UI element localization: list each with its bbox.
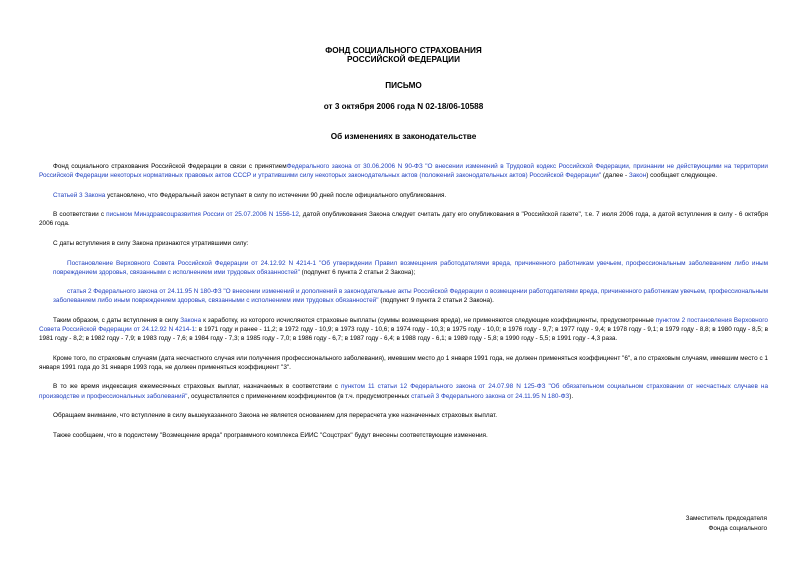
- link-law[interactable]: Закон: [628, 172, 647, 180]
- link-article-3[interactable]: Статьей 3 Закона: [53, 191, 106, 199]
- document-type: ПИСЬМО: [385, 81, 422, 90]
- link-resolution-item-2[interactable]: пунктом 2 постановления Верховного Совета Российской Федерации от 24.12.92 N 4214-1: [39, 316, 768, 334]
- link-law-2[interactable]: Закона: [180, 316, 202, 324]
- signature-block: [686, 514, 767, 533]
- link-law-180fz-article-3[interactable]: статьей 3 Федерального закона от 24.11.95 N 180-ФЗ: [411, 392, 570, 400]
- paragraph-1: Фонд социального страхования Российской Федерации в связи с принятиемФедерального закона от 30.06.2006 N 90-ФЗ "О внесении изменений в Трудовой кодекс Российской Федерации, признании не действующими на территории Российской Федерации некоторых нормативных правовых актов СССР и утратившими силу некоторых законодательных актов (положений законодательных актов) Российской Федерации" (далее - Закон) сообщает следующее.: [39, 163, 768, 180]
- paragraph-3: В соответствии с письмом Минздравсоцразвития России от 25.07.2006 N 1556-12, датой опубликования Закона следует считать дату его опубликования в "Российской газете", т.е. 7 июля 2006 года, а датой вступления в силу - 6 октября 2006 года.: [39, 211, 768, 228]
- document-body: [39, 162, 768, 450]
- signature-line-1: Заместитель председателя: [685, 515, 767, 522]
- document-subject: Об изменениях в законодательстве: [330, 132, 477, 141]
- issuer-line-2: РОССИЙСКОЙ ФЕДЕРАЦИИ: [347, 55, 460, 64]
- paragraph-2: Статьей 3 Закона установлено, что Федеральный закон вступает в силу по истечении 90 дней после официального опубликования.: [53, 191, 447, 199]
- paragraph-4: С даты вступления в силу Закона признаются утратившими силу:: [53, 239, 249, 247]
- link-federal-law-90fz[interactable]: Федерального закона от 30.06.2006 N 90-ФЗ "О внесении изменений в Трудовой кодекс Российской Федерации, признании не действующими на территории Российской Федерации некоторых нормативных правовых актов СССР и утратившими силу некоторых законодательных актов (положений законодательных актов) Российской Федерации": [39, 163, 768, 180]
- document-date-number: от 3 октября 2006 года N 02-18/06-10588: [323, 102, 484, 111]
- link-resolution-4214-1[interactable]: Постановление Верховного Совета Российской Федерации от 24.12.92 N 4214-1 "Об утверждении Правил возмещения работодателями вреда, причиненного работникам увечьем, профессиональным заболеванием либо иным повреждением здоровья, связанными с исполнением ими трудовых обязанностей": [53, 259, 768, 276]
- paragraph-10: Обращаем внимание, что вступление в силу вышеуказанного Закона не является основанием для перерасчета уже назначенных страховых выплат.: [53, 412, 498, 420]
- paragraph-9: В то же время индексация ежемесячных страховых выплат, назначаемых в соответствии с пунктом 11 статьи 12 Федерального закона от 24.07.98 N 125-ФЗ "Об обязательном социальном страховании от несчастных случаев на производстве и профессиональных заболеваний", осуществляется с применением коэффициентов (в т.ч. предусмотренных статьей 3 Федерального закона от 24.11.95 N 180-ФЗ).: [39, 383, 768, 400]
- paragraph-11: Также сообщаем, что в подсистему "Возмещение вреда" программного комплекса ЕИИС "Соцстрах" будут внесены соответствующие изменения.: [53, 431, 488, 439]
- link-law-180fz-article-2[interactable]: статья 2 Федерального закона от 24.11.95 N 180-ФЗ "О внесении изменений и дополнений в законодательные акты Российской Федерации о возмещении работодателями вреда, причиненного работникам увечьем, профессиональным заболеванием либо иным повреждением здоровья, связанными с исполнением ими трудовых обязанностей": [53, 288, 768, 305]
- link-ministry-letter[interactable]: письмом Минздравсоцразвития России от 25.07.2006 N 1556-12: [106, 211, 299, 219]
- link-law-125fz[interactable]: пунктом 11 статьи 12 Федерального закона от 24.07.98 N 125-ФЗ "Об обязательном социальном страховании от несчастных случаев на производстве и профессиональных заболеваний": [39, 383, 768, 400]
- paragraph-5: Постановление Верховного Совета Российской Федерации от 24.12.92 N 4214-1 "Об утверждении Правил возмещения работодателями вреда, причиненного работникам увечьем, профессиональным заболеванием либо иным повреждением здоровья, связанными с исполнением ими трудовых обязанностей" (подпункт 6 пункта 2 статьи 2 Закона);: [53, 259, 768, 276]
- signature-line-2: Фонда социального: [708, 524, 767, 532]
- paragraph-6: статья 2 Федерального закона от 24.11.95 N 180-ФЗ "О внесении изменений и дополнений в законодательные акты Российской Федерации о возмещении работодателями вреда, причиненного работникам увечьем, профессиональным заболеванием либо иным повреждением здоровья, связанными с исполнением ими трудовых обязанностей" (подпункт 9 пункта 2 статьи 2 Закона).: [53, 288, 768, 305]
- paragraph-8: Кроме того, по страховым случаям (дата несчастного случая или получения профессионального заболевания), имевшим место до 1 января 1991 года, не должен применяться коэффициент "6", а по страховым случаям, имевшим место с 1 января 1991 года до 31 января 1993 года, не должен применяться коэффициент "3".: [39, 354, 768, 371]
- paragraph-7: Таким образом, с даты вступления в силу Закона к заработку, из которого исчисляются страховые выплаты (суммы возмещения вреда), не применяются следующие коэффициенты, предусмотренные пунктом 2 постановления Верховного Совета Российской Федерации от 24.12.92 N 4214-1: в 1971 году и ранее - 11,2; в 1972 году - 10,9; в 1973 году - 10,6; в 1974 году - 10,3; в 1975 году - 10,0; в 1976 году - 9,7; в 1977 году - 9,4; в 1978 году - 9,1; в 1979 году - 8,8; в 1980 году - 8,5; в 1981 году - 8,2; в 1982 году - 7,9; в 1983 году - 7,6; в 1984 году - 7,3; в 1985 году - 7,0; в 1986 году - 6,7; в 1987 году - 6,4; в 1988 году - 6,1; в 1989 году - 5,8; в 1990 году - 5,5; в 1991 году - 4,3 раза.: [39, 316, 768, 343]
- issuer-line-1: ФОНД СОЦИАЛЬНОГО СТРАХОВАНИЯ: [325, 46, 482, 55]
